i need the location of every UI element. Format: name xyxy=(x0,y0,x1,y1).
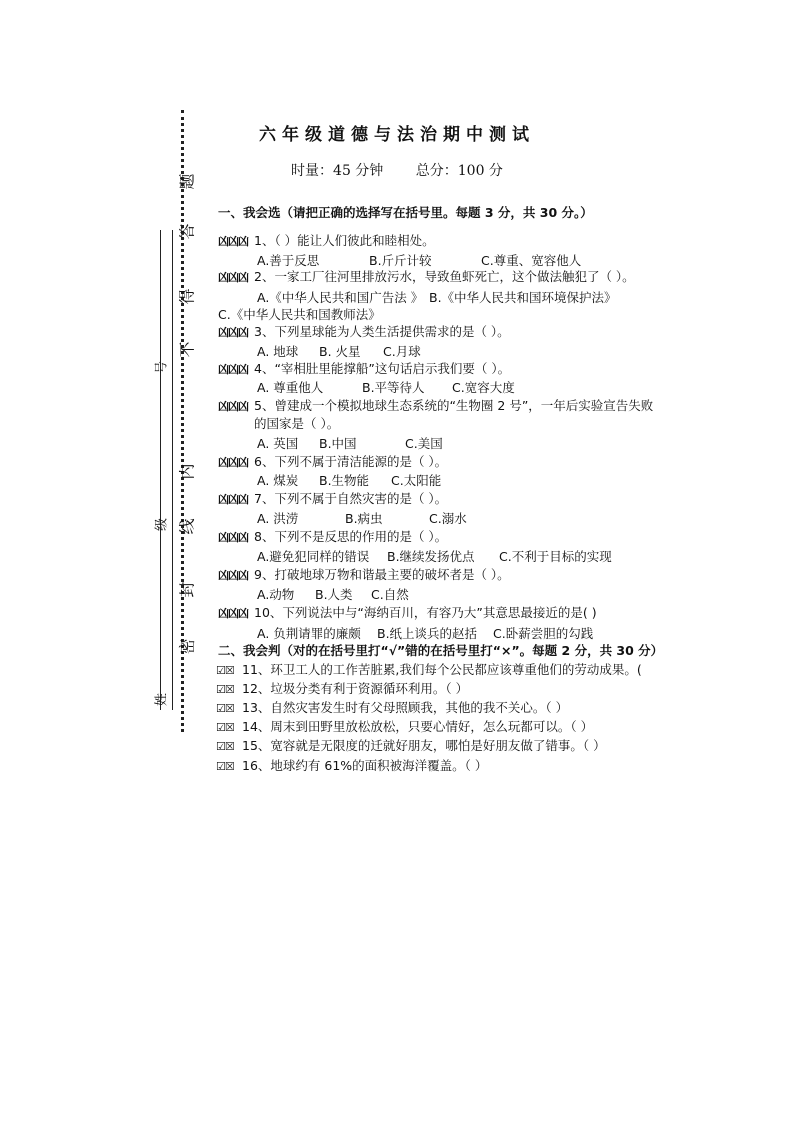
option-a: A. 尊重他人 xyxy=(257,380,324,395)
option-a: A.动物 xyxy=(257,587,295,602)
question-text: 8、下列不是反思的作用的是（ ）。 xyxy=(254,529,448,544)
question-text: 9、打破地球万物和谐最主要的破坏者是（ ）。 xyxy=(254,567,510,582)
question-6 xyxy=(218,453,447,472)
question-text: 14、周末到田野里放松放松，只要心情好，怎么玩都可以。（ ） xyxy=(242,719,594,734)
question-prefix: 凶凶凶 xyxy=(218,531,248,544)
binding-char-da: 答 xyxy=(177,223,197,240)
judge-question-15 xyxy=(216,737,606,756)
binding-solid-line-2 xyxy=(172,230,173,710)
binding-solid-line-1 xyxy=(160,230,161,710)
option-a: A. 洪涝 xyxy=(257,511,299,526)
time-limit: 时量：45 分钟 xyxy=(291,163,384,179)
question-text: 11、环卫工人的工作苦脏累,我们每个公民都应该尊重他们的劳动成果。( xyxy=(242,662,642,677)
binding-char-mi: 密 xyxy=(177,638,197,655)
question-prefix: 凶凶凶 xyxy=(218,326,248,339)
judge-question-13 xyxy=(216,699,568,718)
question-prefix: 凶凶凶 xyxy=(218,569,248,582)
question-9-options xyxy=(257,585,409,603)
option-c: C.溺水 xyxy=(429,511,467,526)
question-text: 3、下列星球能为人类生活提供需求的是（ ）。 xyxy=(254,324,510,339)
option-b: B.《中华人民共和国环境保护法》 xyxy=(429,290,617,305)
question-10 xyxy=(218,604,597,623)
question-prefix: 凶凶凶 xyxy=(218,363,248,376)
question-2-option-c: C.《中华人民共和国教师法》 xyxy=(218,307,381,322)
binding-fragment-xing: 姓 xyxy=(154,693,170,707)
question-7 xyxy=(218,490,447,509)
question-text: 15、宽容就是无限度的迁就好朋友，哪怕是好朋友做了错事。（ ） xyxy=(242,738,606,753)
question-text: 16、地球约有 61%的面积被海洋覆盖。（ ） xyxy=(242,758,488,773)
option-a: A.《中华人民共和国广告法 》 xyxy=(257,290,424,305)
question-2 xyxy=(218,268,635,287)
binding-fragment-ji: 级 xyxy=(154,518,170,532)
binding-char-bu: 不 xyxy=(177,341,197,358)
question-text: 12、垃圾分类有利于资源循环利用。（ ） xyxy=(242,681,469,696)
question-1-options xyxy=(257,251,581,269)
section1-heading: 一、我会选（请把正确的选择写在括号里。每题 3 分，共 30 分。） xyxy=(218,205,593,220)
question-text: 5、曾建成一个模拟地球生态系统的“生物圈 2 号”，一年后实验宣告失败 xyxy=(254,398,654,413)
judge-question-14 xyxy=(216,718,593,737)
question-text: 13、自然灾害发生时有父母照顾我，其他的我不关心。（ ） xyxy=(242,700,569,715)
option-b: B.中国 xyxy=(319,436,357,451)
option-b: B.斤斤计较 xyxy=(369,253,432,268)
option-c: C.尊重、宽容他人 xyxy=(481,253,582,268)
question-prefix: 凶凶凶 xyxy=(218,607,248,620)
binding-char-nei: 内 xyxy=(177,463,197,480)
option-c: C.美国 xyxy=(405,436,443,451)
section2-heading: 二、我会判（对的在括号里打“√”错的在括号里打“×”。每题 2 分，共 30 分） xyxy=(218,643,664,658)
option-a: A. 负荆请罪的廉颇 xyxy=(257,626,361,641)
option-a: A. 英国 xyxy=(257,436,299,451)
option-a: A. 地球 xyxy=(257,344,299,359)
question-5-options xyxy=(257,434,443,452)
question-prefix: 凶凶凶 xyxy=(218,456,248,469)
question-prefix: ☑☒ xyxy=(216,683,234,696)
question-10-options xyxy=(257,624,593,642)
option-b: B.纸上谈兵的赵括 xyxy=(377,626,478,641)
judge-question-12 xyxy=(216,680,468,699)
page-title: 六年级道德与法治期中测试 xyxy=(259,125,535,145)
question-text: 7、下列不属于自然灾害的是（ ）。 xyxy=(254,491,448,506)
question-7-options xyxy=(257,509,467,527)
option-c: C.不利于目标的实现 xyxy=(499,549,612,564)
question-3 xyxy=(218,323,510,342)
option-c: C.自然 xyxy=(371,587,409,602)
binding-char-ti: 题 xyxy=(177,173,197,190)
total-score: 总分：100 分 xyxy=(415,163,503,179)
question-prefix: ☑☒ xyxy=(216,664,234,677)
judge-question-16 xyxy=(216,757,487,776)
judge-question-11 xyxy=(216,661,642,680)
question-2-options xyxy=(257,288,617,306)
option-b: B. 火星 xyxy=(319,344,361,359)
option-b: B.继续发扬优点 xyxy=(387,549,475,564)
option-c: C.太阳能 xyxy=(391,473,442,488)
question-3-options xyxy=(257,342,421,360)
exam-meta xyxy=(0,160,794,180)
binding-seal-column xyxy=(174,160,198,720)
option-b: B.病虫 xyxy=(345,511,383,526)
question-prefix: 凶凶凶 xyxy=(218,493,248,506)
question-5 xyxy=(218,397,653,416)
question-text: 6、下列不属于清洁能源的是（ ）。 xyxy=(254,454,448,469)
question-9 xyxy=(218,566,510,585)
option-c: C.月球 xyxy=(383,344,421,359)
question-text: 2、一家工厂往河里排放污水，导致鱼虾死亡，这个做法触犯了（ ）。 xyxy=(254,269,635,284)
option-b: B.平等待人 xyxy=(362,380,425,395)
question-prefix: ☑☒ xyxy=(216,721,234,734)
question-prefix: 凶凶凶 xyxy=(218,400,248,413)
question-8-options xyxy=(257,547,612,565)
question-text: 1、（ ）能让人们彼此和睦相处。 xyxy=(254,233,435,248)
option-a: A.避免犯同样的错误 xyxy=(257,549,370,564)
binding-char-xian: 线 xyxy=(177,518,197,535)
binding-char-de: 得 xyxy=(177,288,197,305)
question-prefix: 凶凶凶 xyxy=(218,235,248,248)
question-5-continued: 的国家是（ ）。 xyxy=(254,416,340,431)
question-1 xyxy=(218,232,435,251)
binding-fragment-hao: 号 xyxy=(154,361,170,375)
question-text: 10、下列说法中与“海纳百川，有容乃大”其意思最接近的是( ) xyxy=(254,605,597,620)
question-8 xyxy=(218,528,447,547)
question-6-options xyxy=(257,471,441,489)
option-c: C.宽容大度 xyxy=(452,380,515,395)
binding-char-feng: 封 xyxy=(177,581,197,598)
question-4 xyxy=(218,360,510,379)
question-prefix: ☑☒ xyxy=(216,760,234,773)
option-a: A.善于反思 xyxy=(257,253,320,268)
option-b: B.生物能 xyxy=(319,473,370,488)
question-prefix: 凶凶凶 xyxy=(218,271,248,284)
option-a: A. 煤炭 xyxy=(257,473,299,488)
question-text: 4、“宰相肚里能撑船”这句话启示我们要（ ）。 xyxy=(254,361,511,376)
question-4-options xyxy=(257,378,515,396)
question-prefix: ☑☒ xyxy=(216,702,234,715)
question-prefix: ☑☒ xyxy=(216,740,234,753)
option-c: C.卧薪尝胆的勾践 xyxy=(493,626,594,641)
option-b: B.人类 xyxy=(315,587,353,602)
